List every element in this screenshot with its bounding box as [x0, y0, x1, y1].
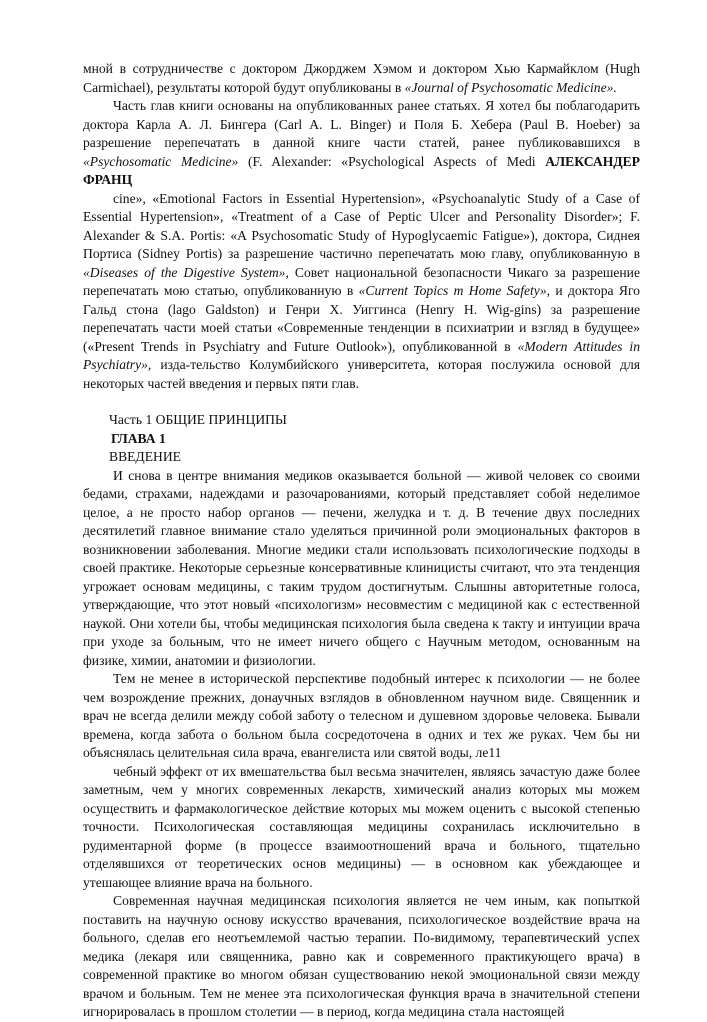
journal-title: «Journal of Psychosomatic Medicine». [404, 79, 617, 95]
text-run: Совет национальной безопасности Чикаго за разрешение перепечатать мою статью, опубликованную в [83, 264, 640, 298]
text-run: cine», «Emotional Factors in Essential Hypertension», «Psychoanalytic Study of a Case of Essential Hypertension», «Treatment of a Case of Peptic Ulcer and Personality Disorder»; F. Alexander & S.A. Portis: «A Psychosomatic Study of Hypoglycaemic Fatigue»), доктора, Сиднея Портиса (Sidney Portis) за разрешение частично перепечатать мою главу, опубликованную в [83, 190, 640, 261]
spacer [83, 393, 640, 411]
paragraph-acknowledgement-1 [83, 60, 640, 97]
text-run: Часть глав книги основаны на опубликованных ранее статьях. Я хотел бы поблагодарить доктора Карла А. Л. Бингера (Carl A. L. Binger) и Поля Б. Хебера (Paul B. Hoeber) за разрешение перепечатать в данной книге части статей, ранее публиковавшихся в [83, 98, 640, 150]
book-title: «Modern Attitudes in Psychiatry», [83, 338, 640, 372]
paragraph-intro-3: чебный эффект от их вмешательства был весьма значителен, являясь зачастую даже более заметным, чем у многих современных лекарств, химический анализ которых мы можем осуществить и фармакологическое действие которых мы можем оценить с высокой степенью точности. Психологическая составляющая медицины сохранилась исключительно в рудиментарной форме (в процессе взаимоотношений врача и больного, тщательно отделявшихся от теоретических основ медицины) — в основном как убеждающее и утешающее влияние врача на больного. [83, 763, 640, 890]
text-run: изда-тельство Колумбийского университета, которая послужила основой для некоторых частей введения и первых пяти глав. [83, 357, 640, 391]
chapter-heading: ГЛАВА 1 [111, 430, 166, 446]
journal-title: «Psychosomatic Medicine» [83, 153, 239, 169]
running-header: АЛЕКСАНДЕР ФРАНЦ [83, 153, 640, 187]
paragraph-acknowledgement-2 [83, 97, 640, 190]
part-heading: Часть 1 ОБЩИЕ ПРИНЦИПЫ [109, 412, 287, 427]
document-page [83, 60, 640, 1022]
text-run: и доктора Яго Гальд стона (lago Galdston) и Генри X. Уиггинса (Henry H. Wig-gins) за разрешение перепечатать части моей статьи «Современные тенденции в психиатрии и взгляд в будущее» («Present Trends in Psychiatry and Future Outlook»), опубликованной в [83, 283, 640, 354]
book-title: «Diseases of the Digestive System», [83, 264, 289, 280]
paragraph-intro-4: Современная научная медицинская психология является не чем иным, как попыткой поставить на научную основу искусство врачевания, психологическое воздействие врача на больного, сделав его неотъемлемой частью терапии. По-видимому, терапевтический успех медика (лекаря или священника, равно как и современного практикующего врача) в современной практике во многом обязан существованию некой эмоциональной связи между врачом и больным. Тем не менее эта психологическая функция врача в значительной степени игнорировалась в прошлом столетии — в период, когда медицина стала настоящей [83, 893, 640, 1019]
text-run: (F. Alexander: «Psychological Aspects of Medi [238, 153, 546, 169]
paragraph-acknowledgement-3 [83, 190, 640, 394]
text-run: мной в сотрудничестве с доктором Джорджем Хэмом и доктором Хью Кармайклом (Hugh Carmichael), результаты которой будут опубликованы в [83, 61, 640, 95]
journal-title: «Current Topics m Home Safety», [358, 283, 551, 298]
paragraph-intro-2: Тем не менее в исторической перспективе подобный интерес к психологии — не более чем возрождение прежних, донаучных взглядов в обновленном научном виде. Священник и врач не всегда делили между собой заботу о телесном и душевном здоровье человека. Бывали времена, когда забота о больном была сосредоточена в одних и тех же руках. Чем бы ни объяснялась целительная сила врача, евангелиста или святой воды, ле11 [83, 671, 640, 760]
paragraph-intro-1: И снова в центре внимания медиков оказывается больной — живой человек со своими бедами, страхами, надеждами и разочарованиями, который представляет собой неделимое целое, а не просто набор органов — печени, желудка и т. д. В течение двух последних десятилетий главное внимание стало уделяться причинной роли эмоциональных факторов в возникновении заболевания. Многие медики стали использовать психологические подходы в своей практике. Некоторые серьезные консервативные клиницисты считают, что эта тенденция угрожает основам медицины, с таким трудом достигнутым. Слышны авторитетные голоса, утверждающие, что этот новый «психологизм» несовместим с медициной как с естественной наукой. Они хотели бы, чтобы медицинская психология была сведена к такту и интуиции врача при уходе за больным, что не имеет ничего общего с Научным методом, основанным на физике, химии, анатомии и физиологии. [83, 467, 640, 668]
section-heading: ВВЕДЕНИЕ [109, 449, 181, 464]
